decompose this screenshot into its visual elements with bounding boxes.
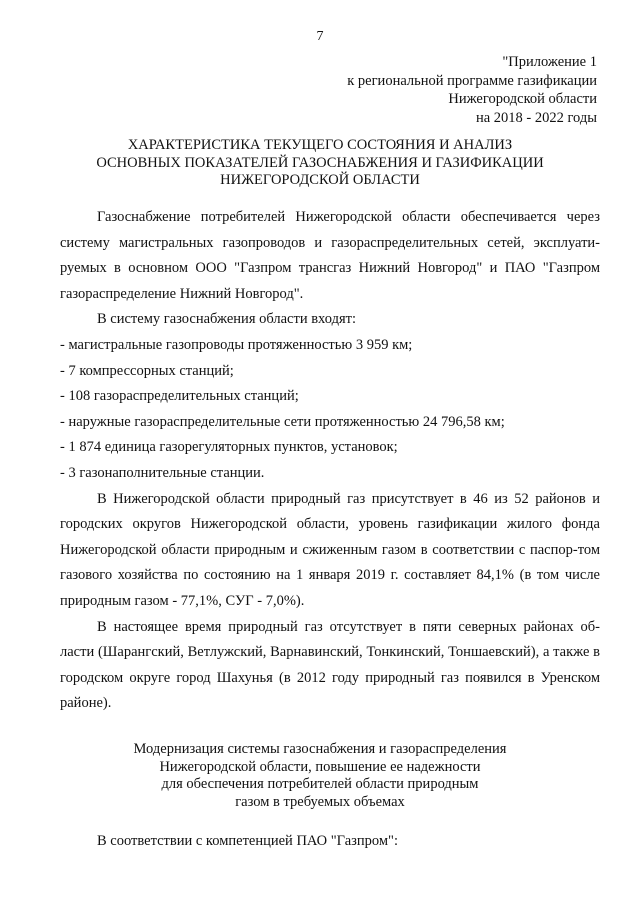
appendix-line: на 2018 - 2022 годы <box>475 109 597 126</box>
document-body <box>60 205 600 717</box>
subtitle-line: Модернизация системы газоснабжения и газораспределения <box>133 741 507 757</box>
paragraph: В настоящее время природный газ отсутствует в пяти северных районах об-ласти (Шарангский, Ветлужский, Варнавинский, Тонкинский, Тоншаевский), а также в городском округе город Шахунья (в 2012 году природный газ появился в Уренском районе). <box>60 618 600 712</box>
section-subtitle <box>40 741 600 811</box>
title-line: ОСНОВНЫХ ПОКАЗАТЕЛЕЙ ГАЗОСНАБЖЕНИЯ И ГАЗИФИКАЦИИ <box>96 154 544 171</box>
list-item: - 1 874 единица газорегуляторных пунктов, установок; <box>60 439 398 456</box>
list-item: - 108 газораспределительных станций; <box>60 388 299 405</box>
paragraph: В Нижегородской области природный газ присутствует в 46 из 52 районов и городских округов Нижегородской области, уровень газификации жилого фонда Нижегородской области природным и сжиженным газом в соответствии с паспор-том газового хозяйства по состоянию на 1 января 2019 г. составляет 84,1% (в том числе природным газом - 77,1%, СУГ - 7,0%). <box>60 490 600 609</box>
title-line: ХАРАКТЕРИСТИКА ТЕКУЩЕГО СОСТОЯНИЯ И АНАЛИЗ <box>127 137 513 153</box>
appendix-line: к региональной программе газификации <box>347 72 597 89</box>
subtitle-line: газом в требуемых объемах <box>235 793 405 810</box>
appendix-header <box>347 53 597 127</box>
page-number: 7 <box>316 29 324 44</box>
subtitle-line: Нижегородской области, повышение ее надежности <box>159 758 481 775</box>
appendix-line: Нижегородской области <box>448 91 597 107</box>
list-item: - магистральные газопроводы протяженностью 3 959 км; <box>60 336 413 353</box>
subtitle-line: для обеспечения потребителей области природным <box>161 776 479 792</box>
closing-line: В соответствии с компетенцией ПАО "Газпром": <box>97 833 398 849</box>
list-item: - наружные газораспределительные сети протяженностью 24 796,58 км; <box>60 413 505 430</box>
list-item: - 3 газонаполнительные станции. <box>60 464 265 481</box>
appendix-line: "Приложение 1 <box>502 54 597 70</box>
title-line: НИЖЕГОРОДСКОЙ ОБЛАСТИ <box>220 172 420 188</box>
paragraph: В систему газоснабжения области входят: <box>97 311 356 328</box>
document-title <box>40 137 600 190</box>
paragraph: Газоснабжение потребителей Нижегородской области обеспечивается через систему магистральных газопроводов и газораспределительных сетей, эксплуати-руемых в основном ООО "Газпром трансгаз Нижний Новгород" и ПАО "Газпром газораспределение Нижний Новгород". <box>60 209 600 302</box>
list-item: - 7 компрессорных станций; <box>60 362 234 379</box>
